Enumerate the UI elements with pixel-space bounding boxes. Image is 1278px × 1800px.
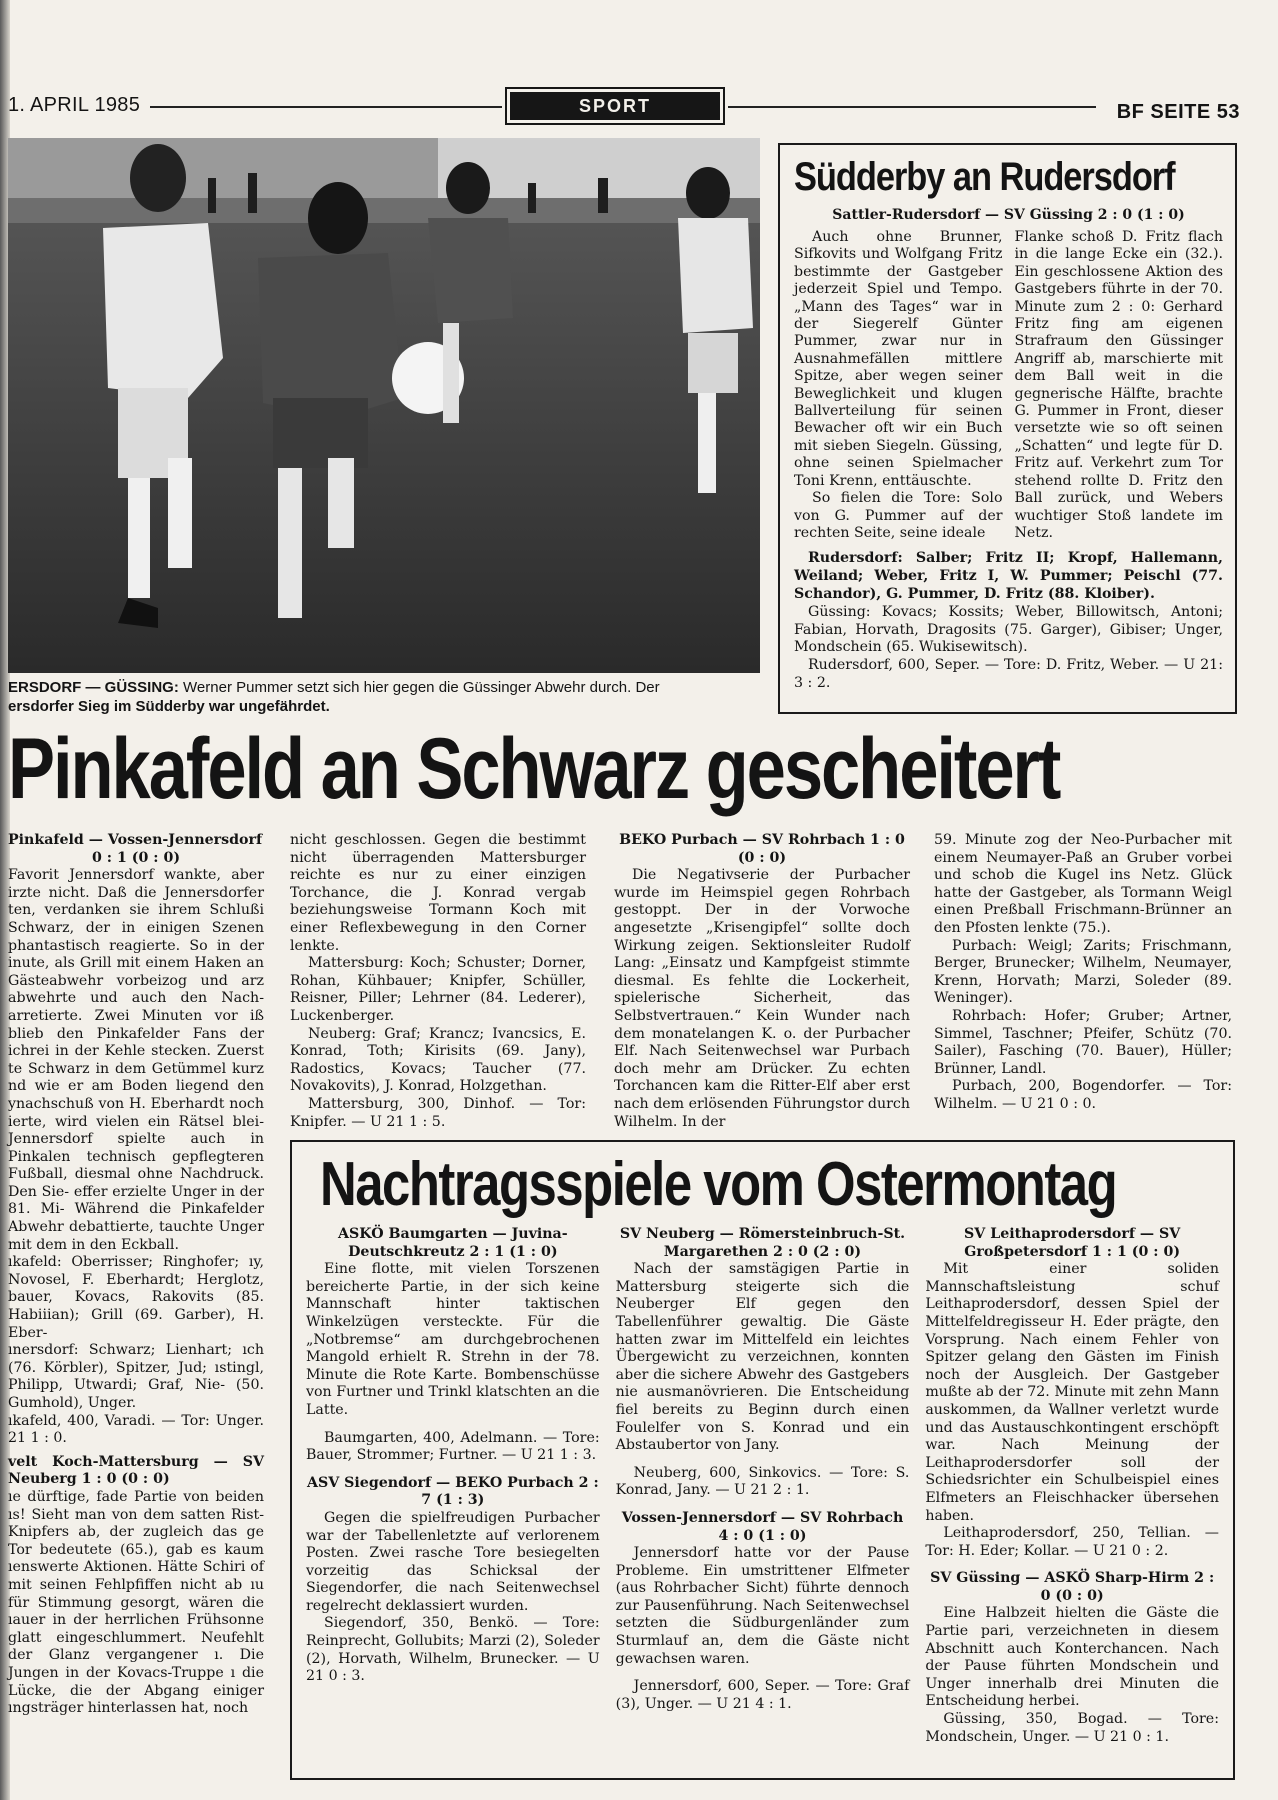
derby-paragraph: Auch ohne Brunner, Sifkovits und Wolfgang Fritz bestimmte der Gastgeber jederzeit Spiel und Tempo. „Mann des Tages“ war in der Siegerelf Günter Pummer, zwar nur in Ausnahmefällen mittlere Spitze, aber wegen seiner Beweglichkeit und klugen Ballverteilung für seinen Bewacher oft wir ein Buch mit sieben Siegeln. Güssing, ohne seinen Spielmacher Toni Krenn, enttäuschte. — [794, 229, 1003, 489]
derby-match: Sattler-Rudersdorf — SV Güssing 2 : 0 (1 : 0) — [832, 207, 1185, 223]
colA-roster-2: ınersdorf: Schwarz; Lienhart; ıch (76. Körbler), Spitzer, Jud; ıstingl, Philipp, Utwardi; Graf, Nie- (50. Gumhold), Unger. — [8, 1342, 264, 1411]
game-5-text: Mit einer soliden Mannschaftsleistung schuf Leithaprodersdorf, dessen Spiel der Mittelfeldregisseur H. Eder prägte, den Vorsprung. Nach einem Fehler von Spitzer gelang den Gästen im Finish noch der Ausgleich. Der Gastgeber mußte ab der 72. Minute mit zehn Mann auskommen, da Wallner verletzt wurde und das Austauschkontingent erschöpft war. Nach Meinung der Leithaprodersdorfer soll der Schiedsrichter ein Schulbeispiel eines Elfmeters an Fleischhacker übersehen haben. — [925, 1261, 1219, 1524]
derby-article-box — [778, 143, 1237, 714]
nachtrag-headline: Nachtragsspiele vom Ostermontag — [320, 1150, 1117, 1219]
game-1-text: Eine flotte, mit vielen Torszenen bereicherte Partie, in der sich keine Mannschaft hinter taktischen Winkelzügen versteckte. Für die „Notbremse“ am durchgebrochenen Mangold erhielt R. Strehn in der 78. Minute die Rote Karte. Bombenschüsse von Furtner und Trinkl klatschten an die Latte. — [306, 1261, 600, 1418]
game-4-result: Jennersdorf, 600, Seper. — Tore: Graf (3), Unger. — U 21 4 : 1. — [615, 1678, 910, 1712]
nachtrag-col-3 — [925, 1226, 1219, 1746]
nachtrag-col-1 — [306, 1226, 600, 1746]
colA-match: Pinkafeld — Vossen-Jennersdorf — [8, 832, 263, 848]
header-rule-right — [728, 106, 1096, 108]
colD-text: 59. Minute zog der Neo-Purbacher mit einem Neumayer-Paß an Gruber vorbei und schob die Kugel ins Netz. Glück hatte der Gastgeber, als Tormann Weigl einen Preßball Frischmann-Brünner an den Pfosten lenkte (75.). — [934, 832, 1232, 936]
colD-result: Purbach, 200, Bogendorfer. — Tor: Wilhelm. — U 21 0 : 0. — [934, 1078, 1232, 1112]
colB-roster-2: Neuberg: Graf; Krancz; Ivancsics, E. Konrad, Toth; Kirisits (69. Jany), Radostics, Kovacs; Taucher (77. Novakovits), J. Konrad, Holzgethan. — [290, 1025, 586, 1095]
colA-text-2: ıe dürftige, fade Partie von beiden ıs! Sieht man von dem satten Rist- Knipfers ab, der zugleich das ge Tor bedeutete (65.), gab es kaum ıenswerte Aktionen. Hätte Schiri of mit seinen Fehlpfiffen nicht ab ıu für Stimmung gesorgt, wären die ıauer in der herrlichen Frühsonne glatt eingeschlummert. Neufehlt der Glanz vergangener ı. Die Jungen in der Kovacs-Truppe ı die Lücke, die der Abgang einiger ıngsträger hinterlassen hat, noch — [8, 1488, 264, 1717]
derby-paragraph: Flanke schoß D. Fritz flach in die lange Ecke ein (32.). Ein geschlossene Aktion des Gastgebers führte in der 70. Minute zum 2 : 0: Gerhard Fritz fing am eigenen Strafraum den Güssinger Angriff ab, marschierte mit dem Ball weit in die gegnerische Hälfte, brachte G. Pummer in Front, dieser versetzte wie so oft seinen „Schatten“ und legte für D. Fritz auf. Verkehrt zum Tor stehend rollte D. Fritz den Ball zurück, und Webers wuchtiger Stoß landete im Netz. — [1014, 229, 1223, 541]
game-2-match: ASV Siegendorf — BEKO Purbach 2 : 7 (1 : 3) — [306, 1474, 599, 1509]
colA-roster-1: ıkafeld: Oberrisser; Ringhofer; ıy, Novosel, F. Eberhardt; Herglotz, bauer, Kovacs, Rakovits (85. Habiiian); Grill (69. Garber), H. Eber- — [8, 1254, 264, 1341]
colD-roster-2: Rohrbach: Hofer; Gruber; Artner, Simmel, Taschner; Pfeifer, Schütz (70. Sailer), Fasching (70. Bauer), Hüller; Brünner, Landl. — [934, 1007, 1232, 1077]
caption-text: Werner Pummer setzt sich hier gegen die Güssinger Abwehr durch. Der — [183, 679, 660, 696]
colB-roster-1: Mattersburg: Koch; Schuster; Dorner, Rohan, Kühbauer; Knipfer, Schüller, Reisner, Piller; Lehrner (84. Lederer), Luckenberger. — [290, 955, 586, 1024]
colA-score: 0 : 1 (0 : 0) — [91, 849, 181, 866]
game-1-result: Baumgarten, 400, Adelmann. — Tore: Bauer, Strommer; Furtner. — U 21 1 : 3. — [306, 1429, 600, 1464]
game-6-text: Eine Halbzeit hielten die Gäste die Partie pari, verzeichneten in diesem Abschnitt auch Konterchancen. Nach der Pause führten Mondschein und Unger innerhalb drei Minuten die Entscheidung herbei. — [925, 1605, 1219, 1710]
page-number: BF SEITE 53 — [1116, 101, 1240, 123]
column-a — [8, 832, 264, 1718]
photo-caption — [8, 678, 760, 716]
derby-col-2 — [1015, 229, 1224, 542]
column-b — [290, 832, 586, 1131]
colB-text: nicht geschlossen. Gegen die bestimmt nicht überragenden Mattersburger reichte es nur zu einer einzigen Torchance, die J. Konrad vergab beziehungsweise Tormann Koch mit einer Reflexbewegung in den Corner lenkte. — [290, 832, 586, 954]
column-c — [614, 832, 910, 1131]
game-5-result: Leithaprodersdorf, 250, Tellian. — Tor: H. Eder; Kollar. — U 21 0 : 2. — [925, 1525, 1219, 1559]
colD-roster-1: Purbach: Weigl; Zarits; Frischmann, Berger, Brunecker; Wilhelm, Neumayer, Krenn, Horvath; Marzi, Soleder (89. Weninger). — [934, 937, 1232, 1007]
game-1-match: ASKÖ Baumgarten — Juvina-Deutschkreutz 2 : 1 (1 : 0) — [338, 1226, 568, 1260]
colC-text: Die Negativserie der Purbacher wurde im Heimspiel gegen Rohrbach gestoppt. Der in der Vorwoche angesetzte „Krisengipfel“ sollte doch Wirkung zeigen. Sektionsleiter Rudolf Lang: „Einsatz und Kampfgeist stimmte diesmal. Es fehlte die Lockerheit, spielerische Sicherheit, das Selbstvertrauen.“ Kein Wunder nach dem monatelangen K. o. der Purbacher Elf. Nach Seitenwechsel war Purbach doch mehr am Drücker. Zu echten Torchancen kam die Ritter-Elf aber erst nach dem erlösenden Führungstor durch Wilhelm. In der — [614, 867, 910, 1130]
derby-paragraph: So fielen die Tore: Solo von G. Pummer auf der rechten Seite, seine ideale — [794, 490, 1003, 541]
game-3-result: Neuberg, 600, Sinkovics. — Tore: S. Konrad, Jany. — U 21 2 : 1. — [615, 1464, 910, 1499]
colC-score: (0 : 0) — [737, 849, 787, 866]
caption-line2: ersdorfer Sieg im Südderby war ungefährdet. — [8, 698, 330, 715]
game-4-text: Jennersdorf hatte vor der Pause Probleme. Ein umstrittener Elfmeter (aus Rohrbacher Sicht) führte dennoch zur Pausenführung. Nach Seitenwechsel setzten die Südburgenländer zum Sturmlauf an, dem die Gäste nicht gewachsen waren. — [615, 1545, 910, 1667]
game-3-match: SV Neuberg — Römersteinbruch-St. Margarethen 2 : 0 (2 : 0) — [619, 1226, 906, 1260]
issue-date: 1. APRIL 1985 — [8, 94, 141, 116]
colA-match-2: velt Koch-Mattersburg — SV Neuberg 1 : 0 (0 : 0) — [8, 1453, 264, 1488]
header-rule-left — [150, 106, 502, 108]
game-6-result: Güssing, 350, Bogad. — Tore: Mondschein, Unger. — U 21 0 : 1. — [925, 1711, 1219, 1745]
main-headline: Pinkafeld an Schwarz gescheitert — [8, 721, 1060, 817]
match-photo — [8, 138, 760, 673]
colA-result: ıkafeld, 400, Varadi. — Tor: Unger. 21 1 : 0. — [8, 1412, 264, 1447]
game-4-match: Vossen-Jennersdorf — SV Rohrbach 4 : 0 (1 : 0) — [621, 1509, 904, 1544]
game-6-match: SV Güssing — ASKÖ Sharp-Hirm 2 : 0 (0 : 0) — [930, 1570, 1215, 1604]
game-3-text: Nach der samstägigen Partie in Mattersburg steigerte sich die Neuberger Elf gegen den Tabellenführer gewaltig. Die Gäste hatten zwar im Mittelfeld ein leichtes Übergewicht zu verzeichnen, konnten aber die sichere Abwehr des Gastgebers nie ausmanövrieren. Die Entscheidung fiel bereits zu Beginn durch einen Foulelfer von S. Konrad und ein Abstaubertor von Jany. — [615, 1261, 910, 1454]
derby-headline: Südderby an Rudersdorf — [794, 155, 1175, 199]
derby-roster-away: Güssing: Kovacs; Kossits; Weber, Billowitsch, Antoni; Fabian, Horvath, Dragosits (75. Garger), Gibiser; Unger, Mondschein (65. Wukisewitsch). — [794, 603, 1223, 656]
nachtrag-col-2 — [616, 1226, 910, 1746]
colB-result: Mattersburg, 300, Dinhof. — Tor: Knipfer. — U 21 1 : 5. — [290, 1095, 586, 1130]
derby-result: Rudersdorf, 600, Seper. — Tore: D. Fritz, Weber. — U 21: 3 : 2. — [794, 657, 1223, 691]
column-d — [934, 832, 1232, 1114]
game-2-text: Gegen die spielfreudigen Purbacher war der Tabellenletzte auf verlorenem Posten. Zwei rasche Tore besiegelten vorzeitig das Schicksal der Siegendorfer, die nach Seitenwechsel regelrecht deklassiert wurden. — [306, 1509, 600, 1614]
game-2-result: Siegendorf, 350, Benkö. — Tore: Reinprecht, Gollubits; Marzi (2), Soleder (2), Horvath, Wilhelm, Brunecker. — U 21 0 : 3. — [306, 1615, 600, 1685]
section-label: SPORT — [510, 92, 720, 120]
nachtrag-article-box — [290, 1140, 1235, 1780]
caption-place: ERSDORF — GÜSSING: — [8, 679, 179, 696]
colA-text: Favorit Jennersdorf wankte, aber irzte nicht. Daß die Jennersdorfer ten, verdanken sie ihrem Schlußi Schwarz, der in einigen Szenen phantastisch reagierte. So in der inute, als Grill mit einem Haken an Gästeabwehr vorbeizog und arz abwehrte und auch den Nach- arretierte. Zwei Minuten vor iß blieb den Pinkafelder Fans der ichrei in der Kehle stecken. Zuerst te Schwarz in dem Getümmel kurz nd wie er am Boden liegend den ynachschuß von H. Eberhardt noch ierte, wird vielen ein Rätsel blei- Jennersdorf spielte auch in Pinkalen technisch gepflegteren Fußball, diesmal ohne Nachdruck. Den Sie- effer erzielte Unger in der 81. Mi- Während die Pinkafelder Abwehr debattierte, tauchte Unger mit dem in den Eckball. — [8, 867, 264, 1253]
game-5-match: SV Leithaprodersdorf — SV Großpetersdorf 1 : 1 (0 : 0) — [964, 1226, 1181, 1260]
colC-match: BEKO Purbach — SV Rohrbach 1 : 0 — [619, 832, 905, 848]
derby-col-1 — [794, 229, 1003, 542]
derby-roster-home: Rudersdorf: Salber; Fritz II; Kropf, Hallemann, Weiland; Weber, Fritz I, W. Pummer; Peischl (77. Schandor), G. Pummer, D. Fritz (88. Kloiber). — [794, 550, 1223, 602]
